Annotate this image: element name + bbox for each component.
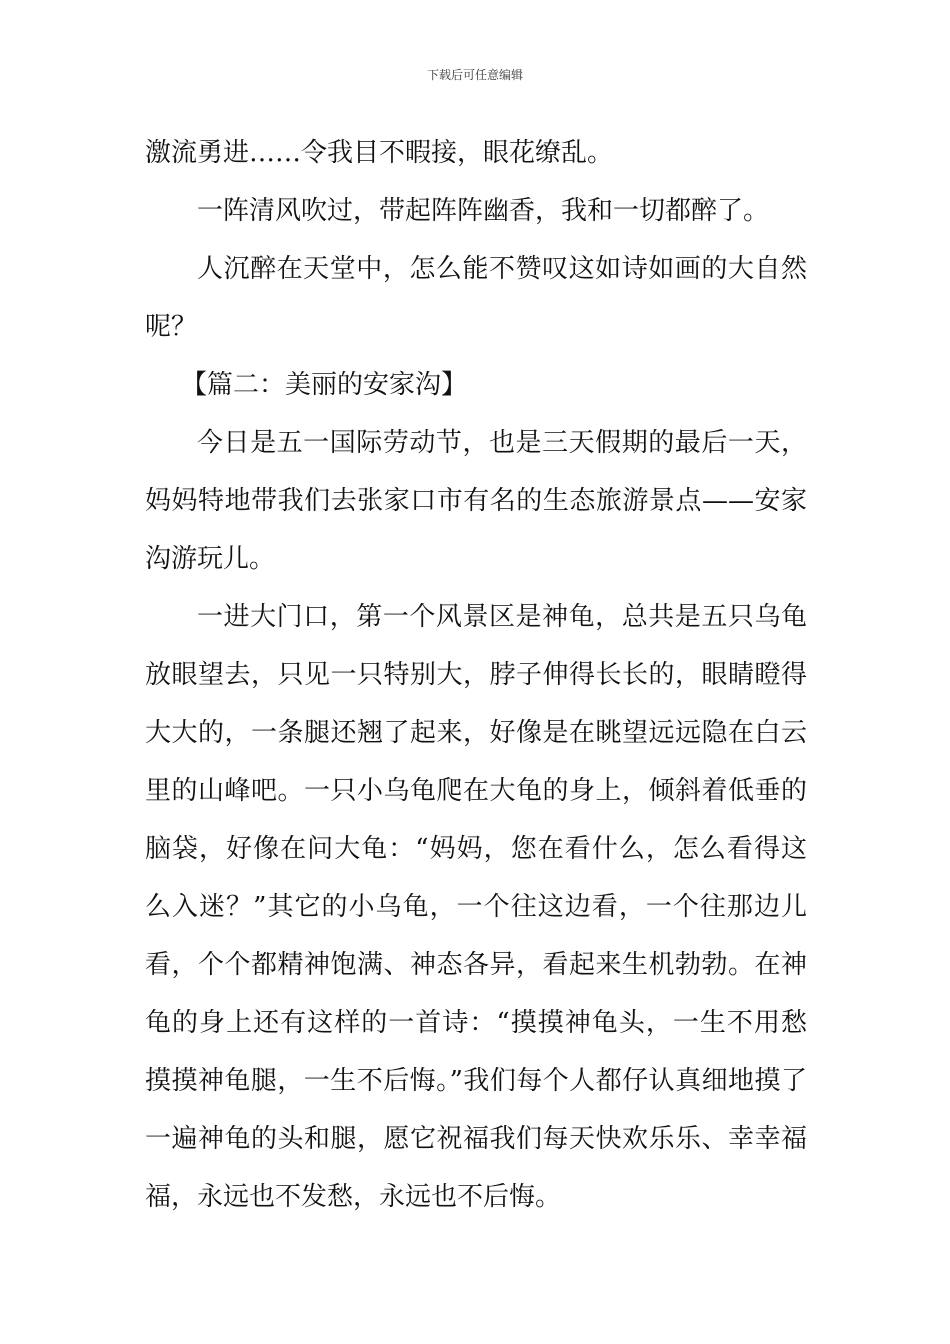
page-header-note: 下载后可任意编辑 [426,68,523,82]
paragraph: 一阵清风吹过，带起阵阵幽香，我和一切都醉了。 [197,196,770,226]
paragraph: 今日是五一国际劳动节，也是三天假期的最后一天，妈妈特地带我们去张家口市有名的生态旅游景点——安家沟游玩儿。 [145,428,807,574]
section-heading: 【篇二：美丽的安家沟】 [181,370,468,400]
document-body [145,124,807,1226]
paragraph: 一进大门口，第一个风景区是神龟，总共是五只乌龟放眼望去，只见一只特别大，脖子伸得长长的，眼睛瞪得大大的，一条腿还翘了起来，好像是在眺望远远隐在白云里的山峰吧。一只小乌龟爬在大龟的身上，倾斜着低垂的脑袋，好像在问大龟：“妈妈，您在看什么，怎么看得这么入迷？”其它的小乌龟，一个往这边看，一个往那边儿看，个个都精神饱满、神态各异，看起来生机勃勃。在神龟的身上还有这样的一首诗：“摸摸神龟头，一生不用愁摸摸神龟腿，一生不后悔。”我们每个人都仔认真细地摸了一遍神龟的头和腿，愿它祝福我们每天快欢乐乐、幸幸福福，永远也不发愁，永远也不后悔。 [145,602,807,1212]
paragraph-continuation: 激流勇进……令我目不暇接，眼花缭乱。 [145,138,614,168]
paragraph: 人沉醉在天堂中，怎么能不赞叹这如诗如画的大自然呢？ [145,254,807,342]
